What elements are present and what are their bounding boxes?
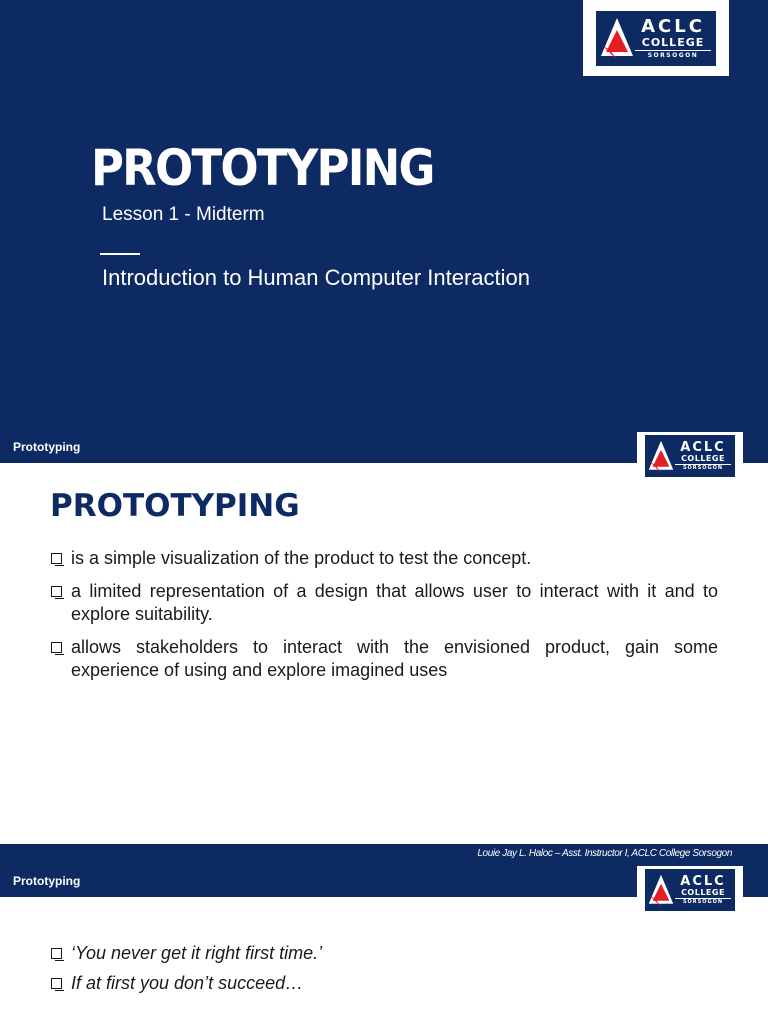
content-slide-definition	[0, 432, 768, 866]
logo-emblem-icon	[648, 439, 674, 473]
list-item	[50, 942, 718, 965]
bullet-text: is a simple visualization of the product to test the concept.	[71, 548, 532, 568]
logo-emblem-icon	[648, 873, 674, 907]
logo-text-aclc: ACLC	[680, 874, 726, 889]
logo-emblem-icon	[600, 16, 634, 60]
list-item	[50, 636, 718, 682]
title-divider	[100, 253, 140, 255]
bullet-text: ‘You never get it right first time.’	[71, 943, 323, 963]
slide-title: PROTOTYPING	[91, 139, 434, 197]
footer-credit: Louie Jay L. Haloc – Asst. Instructor I, ACLC College Sorsogon	[477, 848, 732, 859]
bullet-text: If at first you don’t succeed…	[71, 973, 304, 993]
list-item	[50, 547, 718, 570]
logo-badge	[596, 11, 716, 66]
slide-header-bar	[0, 866, 768, 905]
bullet-text: allows stakeholders to interact with the envisioned product, gain some experience of using and explore imagined uses	[71, 637, 718, 680]
header-label: Prototyping	[13, 874, 81, 888]
college-logo	[637, 432, 743, 481]
checkbox-bullet-icon	[51, 586, 62, 597]
content-slide-quotes	[0, 866, 768, 1024]
slide-footer-bar	[0, 844, 768, 866]
logo-rule	[635, 50, 711, 51]
logo-text-sorsogon: SORSOGON	[682, 465, 724, 471]
logo-text-sorsogon: SORSOGON	[682, 899, 724, 905]
header-label: Prototyping	[13, 440, 81, 454]
logo-text-aclc: ACLC	[641, 15, 705, 37]
checkbox-bullet-icon	[51, 642, 62, 653]
checkbox-bullet-icon	[51, 948, 62, 959]
lesson-label: Lesson 1 - Midterm	[102, 204, 265, 225]
bullet-list	[50, 942, 718, 995]
list-item	[50, 580, 718, 626]
logo-badge	[645, 869, 735, 911]
slide-header-bar	[0, 432, 768, 471]
bullet-text: a limited representation of a design that allows user to interact with it and to explore suitability.	[71, 581, 718, 624]
bullet-list	[50, 547, 718, 682]
logo-text-sorsogon: SORSOGON	[647, 51, 699, 59]
college-logo	[583, 0, 729, 76]
slide-subtitle: Introduction to Human Computer Interaction	[102, 265, 531, 290]
checkbox-bullet-icon	[51, 978, 62, 989]
logo-text-college: COLLEGE	[681, 888, 725, 897]
checkbox-bullet-icon	[51, 553, 62, 564]
logo-text-college: COLLEGE	[641, 35, 705, 49]
logo-text-aclc: ACLC	[680, 440, 726, 455]
list-item	[50, 972, 718, 995]
logo-badge	[645, 435, 735, 477]
logo-text-college: COLLEGE	[681, 454, 725, 463]
content-heading: PROTOTYPING	[50, 488, 300, 524]
title-slide	[0, 0, 768, 432]
college-logo	[637, 866, 743, 915]
